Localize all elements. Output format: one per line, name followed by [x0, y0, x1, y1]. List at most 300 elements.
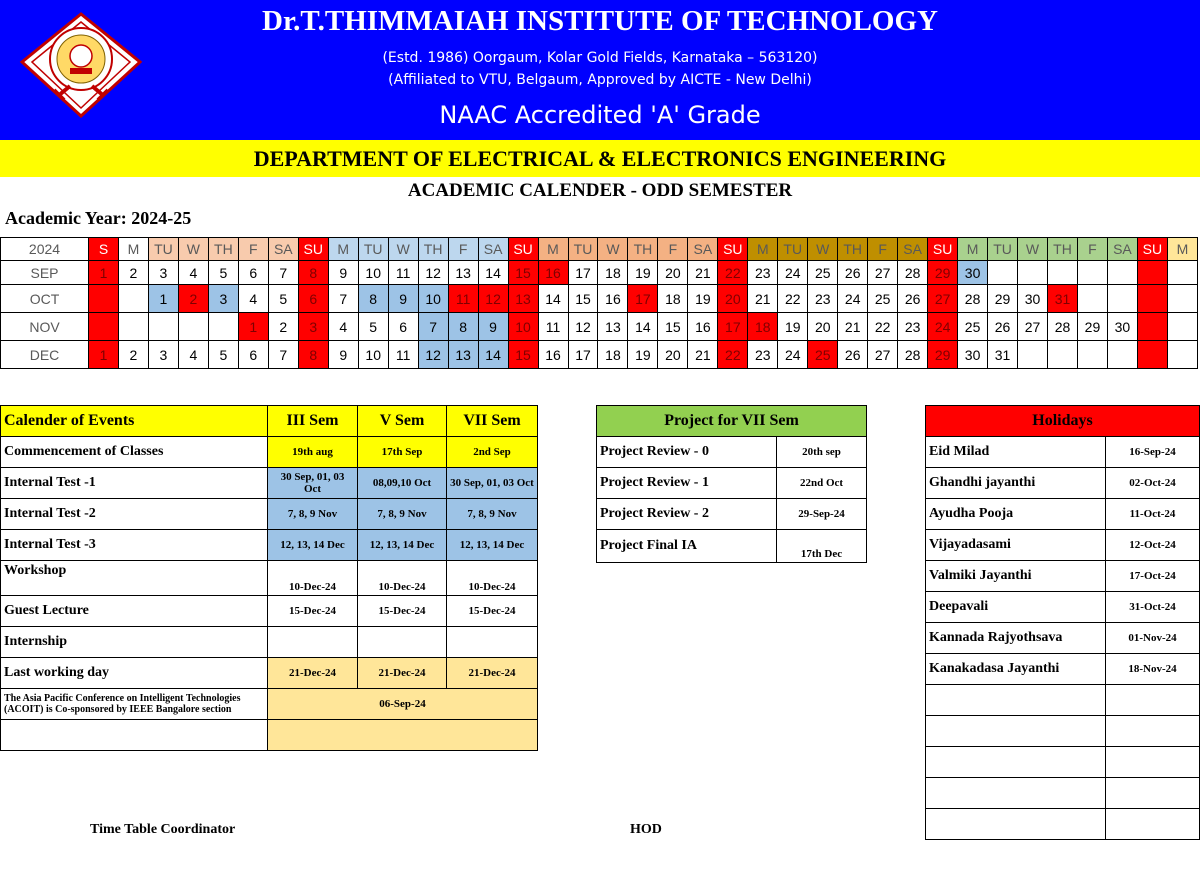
calendar-month-row [1, 261, 1198, 285]
holiday-row [926, 747, 1200, 778]
event-date: 12, 13, 14 Dec [358, 530, 447, 561]
calendar-day-cell: 14 [538, 285, 568, 313]
calendar-day-cell [148, 313, 178, 341]
calendar-day-cell: 26 [838, 341, 868, 369]
event-date: 17th Sep [358, 437, 447, 468]
holiday-row [926, 561, 1200, 592]
calendar-day-cell [1077, 261, 1107, 285]
calendar-day-cell: 12 [418, 261, 448, 285]
calendar-day-cell: 3 [208, 285, 238, 313]
calendar-day-cell: 29 [988, 285, 1018, 313]
events-header-row [1, 406, 538, 437]
event-row [1, 561, 538, 596]
calendar-day-cell: 16 [538, 261, 568, 285]
calendar-day-cell: 13 [508, 285, 538, 313]
calendar-day-cell: 27 [928, 285, 958, 313]
project-title: Project for VII Sem [597, 406, 867, 437]
calendar-day-header: W [1018, 238, 1048, 261]
calendar-day-header: SU [508, 238, 538, 261]
calendar-day-cell: 9 [328, 261, 358, 285]
institute-logo [18, 12, 144, 118]
holiday-name [926, 747, 1106, 778]
project-date: 29-Sep-24 [777, 499, 867, 530]
calendar-day-header: W [178, 238, 208, 261]
calendar-day-cell: 24 [778, 261, 808, 285]
holiday-row [926, 468, 1200, 499]
calendar-day-cell: 8 [358, 285, 388, 313]
calendar-day-cell: 13 [598, 313, 628, 341]
event-label: Internal Test -3 [1, 530, 268, 561]
calendar-day-cell [178, 313, 208, 341]
calendar-day-cell: 12 [568, 313, 598, 341]
calendar-day-cell: 4 [328, 313, 358, 341]
project-date: 20th sep [777, 437, 867, 468]
project-table [596, 405, 867, 563]
calendar-day-header: S [89, 238, 119, 261]
calendar-day-cell: 4 [178, 261, 208, 285]
calendar-day-cell: 7 [418, 313, 448, 341]
calendar-day-header: W [388, 238, 418, 261]
holiday-name [926, 716, 1106, 747]
calendar-day-cell: 20 [658, 261, 688, 285]
calendar-day-cell [1167, 261, 1197, 285]
calendar-day-cell [1107, 261, 1137, 285]
calendar-day-cell: 24 [778, 341, 808, 369]
calendar-day-cell: 4 [238, 285, 268, 313]
calendar-day-cell: 13 [448, 341, 478, 369]
project-row [597, 499, 867, 530]
accreditation-text: NAAC Accredited 'A' Grade [439, 101, 761, 129]
calendar-month-label: OCT [1, 285, 89, 313]
calendar-day-cell: 1 [148, 285, 178, 313]
calendar-day-header: TH [628, 238, 658, 261]
calendar-day-cell: 3 [148, 341, 178, 369]
event-date: 21-Dec-24 [268, 658, 358, 689]
calendar-day-cell: 11 [388, 341, 418, 369]
calendar-day-cell: 1 [89, 341, 119, 369]
holiday-row [926, 685, 1200, 716]
calendar-day-cell: 26 [988, 313, 1018, 341]
calendar-day-cell: 5 [208, 261, 238, 285]
calendar-day-cell: 5 [208, 341, 238, 369]
calendar-day-cell: 15 [568, 285, 598, 313]
holiday-date: 16-Sep-24 [1106, 437, 1200, 468]
calendar-day-cell: 23 [898, 313, 928, 341]
event-date: 10-Dec-24 [358, 561, 447, 596]
calendar-day-cell: 2 [178, 285, 208, 313]
calendar-day-cell [1077, 285, 1107, 313]
calendar-day-cell: 31 [1048, 285, 1078, 313]
holidays-table [925, 405, 1200, 840]
calendar-month-row [1, 313, 1198, 341]
calendar-day-cell: 3 [298, 313, 328, 341]
calendar-day-cell: 28 [958, 285, 988, 313]
calendar-day-cell: 25 [868, 285, 898, 313]
calendar-day-header: W [808, 238, 838, 261]
calendar-day-cell: 30 [958, 261, 988, 285]
conference-date: 06-Sep-24 [268, 689, 538, 720]
calendar-day-cell [1167, 285, 1197, 313]
calendar-day-header: M [1167, 238, 1197, 261]
calendar-day-cell: 18 [658, 285, 688, 313]
calendar-day-cell: 22 [718, 341, 748, 369]
calendar-day-header: SA [478, 238, 508, 261]
calendar-day-cell [1137, 341, 1167, 369]
coordinator-signature-label: Time Table Coordinator [90, 822, 236, 837]
calendar-day-header: F [868, 238, 898, 261]
calendar-day-cell: 22 [778, 285, 808, 313]
calendar-day-header: SA [898, 238, 928, 261]
calendar-day-cell: 3 [148, 261, 178, 285]
calendar-day-cell: 20 [808, 313, 838, 341]
institute-affiliation: (Affiliated to VTU, Belgaum, Approved by AICTE - New Delhi) [388, 72, 812, 88]
holidays-title: Holidays [926, 406, 1200, 437]
holiday-date [1106, 809, 1200, 840]
calendar-day-cell [988, 261, 1018, 285]
calendar-day-cell: 11 [538, 313, 568, 341]
calendar-day-cell: 10 [418, 285, 448, 313]
calendar-day-cell [1137, 285, 1167, 313]
empty-event-row [1, 720, 538, 751]
calendar-day-cell: 21 [688, 261, 718, 285]
calendar-day-cell: 18 [598, 341, 628, 369]
calendar-day-cell: 30 [1107, 313, 1137, 341]
event-date: 30 Sep, 01, 03 Oct [268, 468, 358, 499]
event-date: 12, 13, 14 Dec [268, 530, 358, 561]
calendar-day-cell: 16 [538, 341, 568, 369]
holiday-name [926, 778, 1106, 809]
project-date: 17th Dec [777, 530, 867, 563]
calendar-day-cell: 23 [748, 261, 778, 285]
event-date: 7, 8, 9 Nov [358, 499, 447, 530]
event-date: 21-Dec-24 [358, 658, 447, 689]
event-date: 21-Dec-24 [447, 658, 538, 689]
event-date: 19th aug [268, 437, 358, 468]
events-header-title: Calender of Events [1, 406, 268, 437]
calendar-day-cell [1048, 261, 1078, 285]
holiday-row [926, 809, 1200, 840]
event-date: 30 Sep, 01, 03 Oct [447, 468, 538, 499]
calendar-month-row [1, 285, 1198, 313]
calendar-day-cell: 27 [1018, 313, 1048, 341]
calendar-day-cell: 23 [748, 341, 778, 369]
calendar-day-cell: 16 [598, 285, 628, 313]
calendar-day-cell: 7 [268, 341, 298, 369]
calendar-day-cell: 12 [478, 285, 508, 313]
event-date: 2nd Sep [447, 437, 538, 468]
calendar-day-cell [208, 313, 238, 341]
holiday-date: 31-Oct-24 [1106, 592, 1200, 623]
calendar-day-cell: 15 [508, 341, 538, 369]
calendar-day-cell: 27 [868, 261, 898, 285]
calendar-month-label: SEP [1, 261, 89, 285]
calendar-day-header: TU [358, 238, 388, 261]
calendar-day-cell [1137, 313, 1167, 341]
academic-year: Academic Year: 2024-25 [5, 208, 192, 228]
department-banner: DEPARTMENT OF ELECTRICAL & ELECTRONICS ENGINEERING [0, 140, 1200, 177]
events-header-sem3: III Sem [268, 406, 358, 437]
calendar-day-cell: 15 [658, 313, 688, 341]
calendar-day-cell: 6 [238, 341, 268, 369]
event-label: Last working day [1, 658, 268, 689]
calendar-day-cell [1167, 341, 1197, 369]
institute-address: (Estd. 1986) Oorgaum, Kolar Gold Fields, Karnataka – 563120) [382, 50, 818, 66]
holiday-row [926, 530, 1200, 561]
event-row [1, 530, 538, 561]
calendar-day-cell: 7 [328, 285, 358, 313]
event-date: 7, 8, 9 Nov [447, 499, 538, 530]
calendar-day-cell: 6 [238, 261, 268, 285]
calendar-day-cell: 11 [448, 285, 478, 313]
calendar-day-cell: 11 [388, 261, 418, 285]
conference-label: The Asia Pacific Conference on Intelligent Technologies (ACOIT) is Co-sponsored by IEEE Bangalore section [1, 689, 268, 720]
calendar-day-cell: 19 [628, 341, 658, 369]
calendar-month-label: NOV [1, 313, 89, 341]
project-header-row [597, 406, 867, 437]
holiday-date [1106, 716, 1200, 747]
holiday-date: 02-Oct-24 [1106, 468, 1200, 499]
calendar-day-cell: 21 [838, 313, 868, 341]
calendar-day-cell [89, 285, 119, 313]
calendar-day-cell [118, 313, 148, 341]
calendar-day-cell: 8 [298, 341, 328, 369]
project-row [597, 530, 867, 563]
project-row [597, 437, 867, 468]
calendar-day-cell [1018, 341, 1048, 369]
calendar-day-cell: 17 [718, 313, 748, 341]
calendar-day-cell: 28 [898, 261, 928, 285]
event-label: Internship [1, 627, 268, 658]
event-date: 08,09,10 Oct [358, 468, 447, 499]
calendar-day-cell [1137, 261, 1167, 285]
calendar-day-header: M [748, 238, 778, 261]
calendar-day-cell: 20 [658, 341, 688, 369]
calendar-day-cell: 29 [1077, 313, 1107, 341]
holiday-date: 18-Nov-24 [1106, 654, 1200, 685]
event-date [268, 627, 358, 658]
calendar-day-cell: 19 [628, 261, 658, 285]
event-date [447, 627, 538, 658]
calendar-day-cell: 5 [358, 313, 388, 341]
events-table [0, 405, 538, 751]
calendar-day-cell: 13 [448, 261, 478, 285]
calendar-day-cell: 26 [898, 285, 928, 313]
calendar-day-cell: 5 [268, 285, 298, 313]
holiday-date: 12-Oct-24 [1106, 530, 1200, 561]
calendar-day-cell: 9 [328, 341, 358, 369]
calendar-day-cell: 22 [868, 313, 898, 341]
calendar-day-header: F [238, 238, 268, 261]
calendar-day-cell: 29 [928, 341, 958, 369]
hod-signature-label: HOD [630, 822, 662, 837]
calendar-day-header: F [1077, 238, 1107, 261]
calendar-day-cell: 16 [688, 313, 718, 341]
holiday-name: Kannada Rajyothsava [926, 623, 1106, 654]
calendar-day-cell: 17 [568, 341, 598, 369]
calendar-day-cell: 20 [718, 285, 748, 313]
events-header-sem5: V Sem [358, 406, 447, 437]
calendar-day-cell: 17 [628, 285, 658, 313]
calendar-day-cell: 23 [808, 285, 838, 313]
calendar-day-cell: 27 [868, 341, 898, 369]
calendar-day-cell: 18 [748, 313, 778, 341]
event-date [358, 627, 447, 658]
event-date: 10-Dec-24 [268, 561, 358, 596]
calendar-day-header: SA [268, 238, 298, 261]
event-label: Workshop [1, 561, 268, 596]
calendar-day-header: TU [778, 238, 808, 261]
holiday-name: Ghandhi jayanthi [926, 468, 1106, 499]
event-label: Commencement of Classes [1, 437, 268, 468]
calendar-day-cell: 10 [358, 261, 388, 285]
event-row [1, 437, 538, 468]
institute-name: Dr.T.THIMMAIAH INSTITUTE OF TECHNOLOGY [262, 5, 938, 37]
calendar-day-cell: 25 [958, 313, 988, 341]
calendar-day-header: TU [568, 238, 598, 261]
event-row [1, 468, 538, 499]
calendar-day-cell: 28 [1048, 313, 1078, 341]
holiday-row [926, 437, 1200, 468]
calendar-day-cell: 8 [448, 313, 478, 341]
calendar-day-header: TH [838, 238, 868, 261]
calendar-day-cell [1107, 285, 1137, 313]
calendar-day-cell: 4 [178, 341, 208, 369]
holiday-date [1106, 685, 1200, 716]
calendar-day-header: F [448, 238, 478, 261]
calendar-day-header: M [328, 238, 358, 261]
calendar-day-cell [1107, 341, 1137, 369]
calendar-year-label: 2024 [1, 238, 89, 261]
event-date: 15-Dec-24 [268, 596, 358, 627]
calendar-day-cell: 2 [268, 313, 298, 341]
calendar-day-cell: 2 [118, 341, 148, 369]
calendar-day-cell [1048, 341, 1078, 369]
empty-cell [268, 720, 538, 751]
calendar-day-cell [1077, 341, 1107, 369]
calendar-day-cell: 21 [748, 285, 778, 313]
calendar-day-cell: 9 [388, 285, 418, 313]
calendar-day-header: M [958, 238, 988, 261]
calendar-day-cell: 22 [718, 261, 748, 285]
event-date: 12, 13, 14 Dec [447, 530, 538, 561]
calendar-day-header: M [118, 238, 148, 261]
calendar-day-cell: 8 [298, 261, 328, 285]
empty-cell [1, 720, 268, 751]
holiday-row [926, 716, 1200, 747]
calendar-day-cell: 1 [89, 261, 119, 285]
calendar-day-header: SU [928, 238, 958, 261]
calendar-day-cell: 9 [478, 313, 508, 341]
events-header-sem7: VII Sem [447, 406, 538, 437]
holiday-row [926, 778, 1200, 809]
holiday-date: 11-Oct-24 [1106, 499, 1200, 530]
calendar-day-cell: 14 [478, 261, 508, 285]
calendar-day-cell [1167, 313, 1197, 341]
calendar-day-header: TH [1048, 238, 1078, 261]
project-date: 22nd Oct [777, 468, 867, 499]
project-label: Project Review - 2 [597, 499, 777, 530]
holiday-date: 01-Nov-24 [1106, 623, 1200, 654]
calendar-day-cell: 10 [508, 313, 538, 341]
calendar-day-cell: 31 [988, 341, 1018, 369]
holiday-name: Valmiki Jayanthi [926, 561, 1106, 592]
calendar-day-cell: 19 [778, 313, 808, 341]
project-row [597, 468, 867, 499]
calendar-day-header: SA [688, 238, 718, 261]
holiday-name: Eid Milad [926, 437, 1106, 468]
calendar-day-cell: 25 [808, 341, 838, 369]
calendar-day-header: TU [148, 238, 178, 261]
calendar-day-cell: 14 [478, 341, 508, 369]
calendar-month-row [1, 341, 1198, 369]
holiday-name: Kanakadasa Jayanthi [926, 654, 1106, 685]
calendar-day-cell: 19 [688, 285, 718, 313]
event-date: 7, 8, 9 Nov [268, 499, 358, 530]
calendar-title: ACADEMIC CALENDER - ODD SEMESTER [407, 180, 793, 201]
calendar-day-cell [118, 285, 148, 313]
holidays-header-row [926, 406, 1200, 437]
holiday-row [926, 592, 1200, 623]
calendar-day-cell: 10 [358, 341, 388, 369]
calendar-day-cell: 15 [508, 261, 538, 285]
event-date: 15-Dec-24 [447, 596, 538, 627]
holiday-row [926, 499, 1200, 530]
calendar-day-cell: 24 [928, 313, 958, 341]
calendar-day-cell: 12 [418, 341, 448, 369]
holiday-name [926, 809, 1106, 840]
calendar-day-cell: 6 [298, 285, 328, 313]
calendar-day-header: TH [208, 238, 238, 261]
calendar-day-cell: 14 [628, 313, 658, 341]
calendar-day-cell: 6 [388, 313, 418, 341]
calendar-day-cell: 17 [568, 261, 598, 285]
holiday-date [1106, 778, 1200, 809]
calendar-day-cell: 29 [928, 261, 958, 285]
calendar-day-header: SA [1107, 238, 1137, 261]
event-row [1, 627, 538, 658]
event-date: 15-Dec-24 [358, 596, 447, 627]
calendar-day-cell: 30 [1018, 285, 1048, 313]
calendar-day-header: SU [718, 238, 748, 261]
calendar-day-header: W [598, 238, 628, 261]
holiday-row [926, 654, 1200, 685]
calendar-day-header: M [538, 238, 568, 261]
calendar-day-cell: 21 [688, 341, 718, 369]
holiday-date [1106, 747, 1200, 778]
calendar-day-cell: 7 [268, 261, 298, 285]
project-label: Project Final IA [597, 530, 777, 563]
calendar-day-cell: 28 [898, 341, 928, 369]
holiday-date: 17-Oct-24 [1106, 561, 1200, 592]
event-label: Internal Test -2 [1, 499, 268, 530]
calendar-day-header: F [658, 238, 688, 261]
holiday-name: Deepavali [926, 592, 1106, 623]
calendar-header-row [1, 238, 1198, 261]
event-date: 10-Dec-24 [447, 561, 538, 596]
holiday-name: Ayudha Pooja [926, 499, 1106, 530]
holiday-name [926, 685, 1106, 716]
calendar-day-header: TU [988, 238, 1018, 261]
calendar-day-header: TH [418, 238, 448, 261]
calendar-month-label: DEC [1, 341, 89, 369]
calendar-day-cell: 30 [958, 341, 988, 369]
calendar-day-cell: 26 [838, 261, 868, 285]
project-label: Project Review - 0 [597, 437, 777, 468]
project-label: Project Review - 1 [597, 468, 777, 499]
event-row [1, 596, 538, 627]
event-label: Guest Lecture [1, 596, 268, 627]
event-row [1, 499, 538, 530]
